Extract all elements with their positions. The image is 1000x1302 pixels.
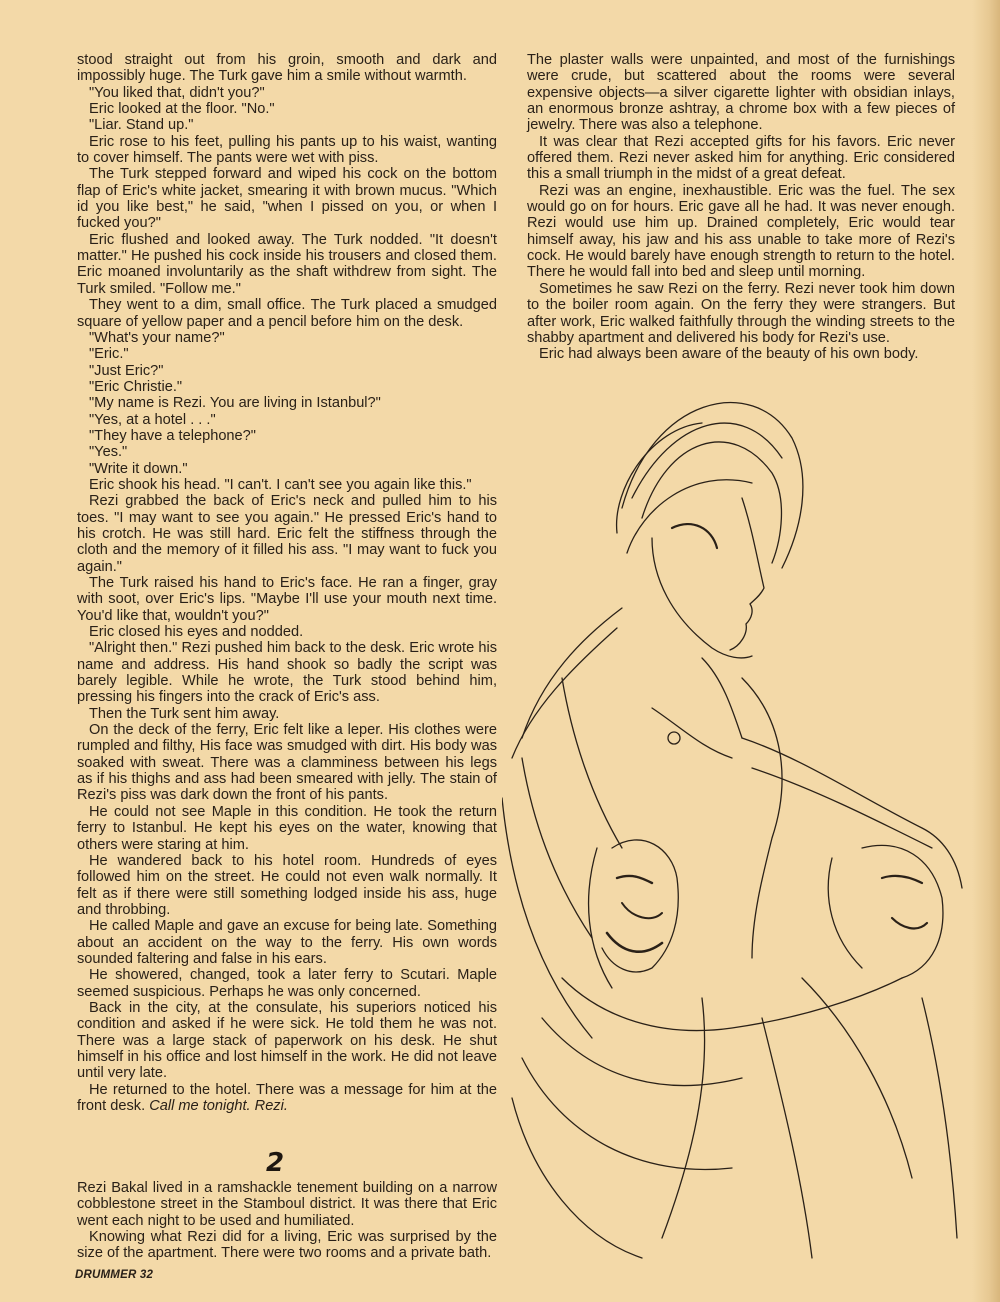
paragraph: Then the Turk sent him away. xyxy=(89,705,280,722)
paragraph: Knowing what Rezi did for a living, Eric was surprised by the size of the apartment. There were two rooms and a private bath. xyxy=(77,1229,497,1262)
page-footer: DRUMMER 32 xyxy=(75,1269,154,1281)
paragraph: "Yes." xyxy=(89,444,128,461)
left-column xyxy=(77,52,497,1114)
paragraph: Rezi Bakal lived in a ramshackle tenement building on a narrow cobblestone street in the Stamboul district. It was there that Eric went each night to be used and humiliated. xyxy=(77,1180,497,1229)
paragraph: Back in the city, at the consulate, his superiors noticed his condition and asked if he were sick. He told them he was not. There was a large stack of paperwork on his desk. He shut himself in his office and lost himself in the work. He did not leave until very late. xyxy=(77,999,497,1082)
paragraph: Eric closed his eyes and nodded. xyxy=(89,624,304,641)
paragraph: Eric rose to his feet, pulling his pants up to his waist, wanting to cover himself. The pants were wet with piss. xyxy=(77,133,497,167)
paragraph: It was clear that Rezi accepted gifts for his favors. Eric never offered them. Rezi never asked him for anything. Eric considered this a small triumph in the midst of a great defeat. xyxy=(527,133,955,183)
paragraph: He called Maple and gave an excuse for being late. Something about an accident on the way to the ferry. His own words sounded faltering and false in his ears. xyxy=(77,918,497,967)
section-number: 2 xyxy=(266,1148,285,1178)
paragraph: Rezi grabbed the back of Eric's neck and pulled him to his toes. "I may want to see you again." He pressed Eric's hand to his crotch. He was still hard. Eric felt the stiffness through the cloth and the memory of it filled his ass. "I may want to fuck you again." xyxy=(77,493,497,575)
paragraph: Eric looked at the floor. "No." xyxy=(89,101,275,118)
paragraph: The Turk raised his hand to Eric's face. He ran a finger, gray with soot, over Eric's lips. "Maybe I'll use your mouth next time. You'd like that, wouldn't you?" xyxy=(77,575,497,624)
paragraph: The Turk stepped forward and wiped his cock on the bottom flap of Eric's white jacket, smearing it with brown mucus. "Which id you like best," he said, "when I pissed on you, or when I fucked you?" xyxy=(77,166,497,232)
paragraph: He showered, changed, took a later ferry to Scutari. Maple seemed suspicious. Perhaps he was only concerned. xyxy=(77,967,497,1000)
paragraph: "They have a telephone?" xyxy=(89,427,256,444)
paragraph-text: He returned to the hotel. There was a message for him at the front desk. xyxy=(77,1081,497,1114)
paragraph: He wandered back to his hotel room. Hundreds of eyes followed him on the street. He could not even walk normally. It felt as if there were still something lodged inside his ass, huge and throbbing. xyxy=(77,852,497,918)
paragraph: They went to a dim, small office. The Turk placed a smudged square of yellow paper and a pencil before him on the desk. xyxy=(77,297,497,330)
page-edge xyxy=(972,0,1000,1302)
paragraph: Sometimes he saw Rezi on the ferry. Rezi never took him down to the boiler room again. On the ferry they were strangers. But after work, Eric walked faithfully through the winding streets to the shabby apartment and delivered his body for Rezi's use. xyxy=(527,280,955,346)
paragraph: Rezi was an engine, inexhaustible. Eric was the fuel. The sex would go on for hours. Eric gave all he had. It was never enough. Rezi would use him up. Drained completely, Eric would tear himself away, his jaw and his ass unable to take more of Rezi's cock. He would barely have enough strength to return to the hotel. There he would fall into bed and sleep until morning. xyxy=(527,182,955,281)
paragraph: "What's your name?" xyxy=(89,329,225,346)
paragraph xyxy=(77,1082,497,1115)
section-two-column xyxy=(77,1180,497,1262)
paragraph: The plaster walls were unpainted, and most of the furnishings were crude, but scattered about the rooms were several expensive objects—a silver cigarette lighter with obsidian inlays, an enormous bronze ashtray, a chrome box with a few pieces of jewelry. There was also a telephone. xyxy=(527,52,955,134)
paragraph: "Eric Christie." xyxy=(89,378,183,395)
paragraph: "Alright then." Rezi pushed him back to the desk. Eric wrote his name and address. His hand shook so badly the script was barely legible. While he wrote, the Turk stood behind him, pressing his fingers into the crack of Eric's ass. xyxy=(77,640,497,706)
paragraph: "Liar. Stand up." xyxy=(89,117,194,134)
right-column xyxy=(527,52,955,363)
paragraph: Eric flushed and looked away. The Turk nodded. "It doesn't matter." He pushed his cock inside his trousers and closed them. Eric moaned involuntarily as the shaft withdrew from sight. The Turk smiled. "Follow me." xyxy=(77,231,497,297)
paragraph: Eric shook his head. "I can't. I can't see you again like this." xyxy=(89,476,472,493)
message-note: Call me tonight. Rezi. xyxy=(149,1098,288,1114)
paragraph: "Just Eric?" xyxy=(89,362,164,379)
paragraph: "Eric." xyxy=(89,346,129,363)
paragraph: "My name is Rezi. You are living in Istanbul?" xyxy=(89,395,381,412)
paragraph: "Write it down." xyxy=(89,460,188,477)
paragraph: "Yes, at a hotel . . ." xyxy=(89,411,216,428)
paragraph: On the deck of the ferry, Eric felt like a leper. His clothes were rumpled and filthy, His face was smudged with dirt. His body was soaked with sweat. There was a clamminess between his legs as if his thighs and ass had been smeared with jelly. The stain of Rezi's piss was dark down the front of his pants. xyxy=(77,722,497,804)
paragraph: Eric had always been aware of the beauty of his own body. xyxy=(539,346,919,363)
sketch-illustration xyxy=(502,378,972,1278)
paragraph: "You liked that, didn't you?" xyxy=(89,84,265,101)
paragraph: stood straight out from his groin, smooth and dark and impossibly huge. The Turk gave him a smile without warmth. xyxy=(77,52,497,85)
paragraph: He could not see Maple in this condition. He took the return ferry to Istanbul. He kept his eyes on the water, knowing that others were staring at him. xyxy=(77,803,497,853)
